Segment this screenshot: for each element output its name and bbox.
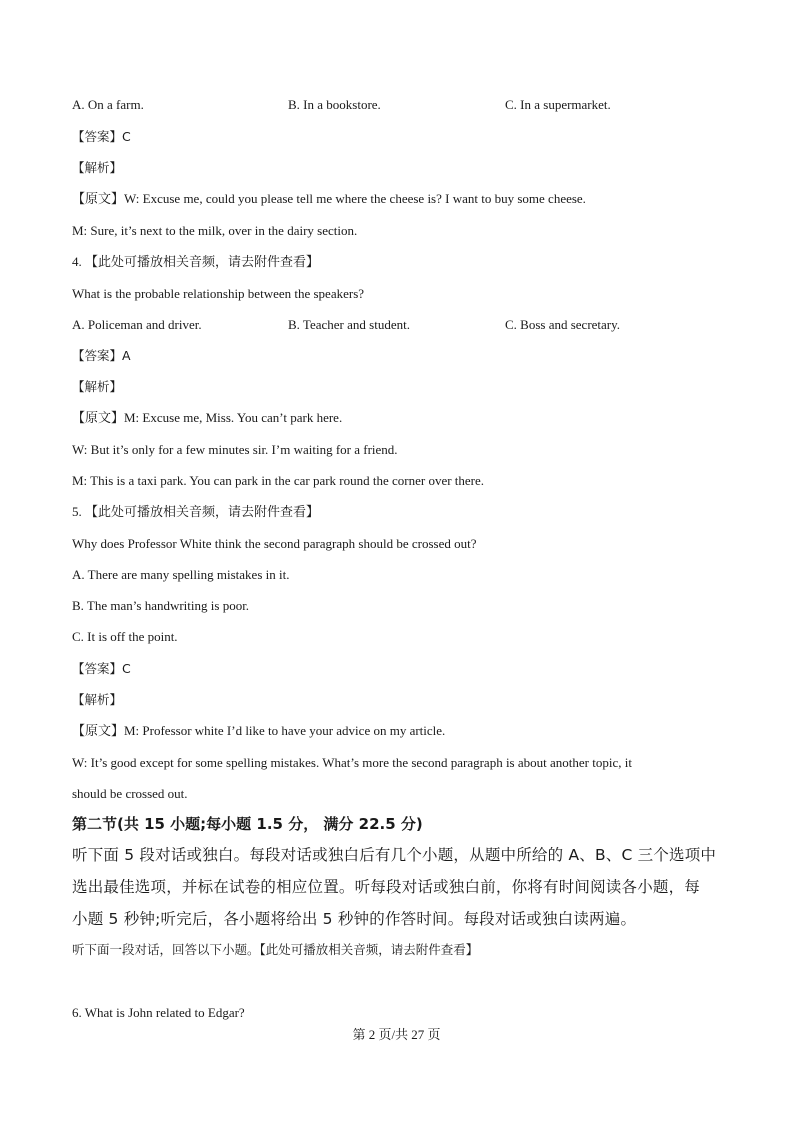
section-2-instruction-line-3: 小题 5 秒钟;听完后，各小题将给出 5 秒钟的作答时间。每段对话或独白读两遍。 [72, 910, 637, 928]
q4-transcript-line-1: 【原文】M: Excuse me, Miss. You can’t park here. [72, 410, 343, 425]
q5-option-b: B. The man’s handwriting is poor. [72, 598, 250, 613]
section-2-instruction-line-2: 选出最佳选项，并标在试卷的相应位置。听每段对话或独白前，你将有时间阅读各小题，每 [72, 878, 701, 896]
q5-header: 5. 【此处可播放相关音频，请去附件查看】 [72, 504, 320, 519]
page-footer: 第 2 页/共 27 页 [352, 1027, 441, 1042]
q5-analysis-label: 【解析】 [72, 692, 123, 707]
q4-option-b: B. Teacher and student. [288, 317, 410, 332]
section-2-title: 第二节(共 15 小题;每小题 1.5 分， 满分 22.5 分) [72, 815, 423, 833]
q5-question: Why does Professor White think the second paragraph should be crossed out? [72, 536, 477, 551]
q4-transcript-line-2: W: But it’s only for a few minutes sir. I’m waiting for a friend. [72, 442, 398, 457]
q6-question: 6. What is John related to Edgar? [72, 1005, 245, 1020]
q4-answer: 【答案】A [72, 348, 131, 363]
q4-header: 4. 【此处可播放相关音频，请去附件查看】 [72, 254, 320, 269]
q4-transcript-line-3: M: This is a taxi park. You can park in the car park round the corner over there. [72, 473, 485, 488]
q4-option-c: C. Boss and secretary. [505, 317, 621, 332]
q3-option-c: C. In a supermarket. [505, 97, 611, 112]
q5-transcript-line-3: should be crossed out. [72, 786, 188, 801]
q3-option-b: B. In a bookstore. [288, 97, 381, 112]
q3-transcript-line-2: M: Sure, it’s next to the milk, over in the dairy section. [72, 223, 358, 238]
q3-option-a: A. On a farm. [72, 97, 144, 112]
q3-transcript-line-1: 【原文】W: Excuse me, could you please tell me where the cheese is? I want to buy some cheese. [72, 191, 586, 206]
q5-transcript-line-1: 【原文】M: Professor white I’d like to have your advice on my article. [72, 723, 446, 738]
q5-option-a: A. There are many spelling mistakes in it. [72, 567, 290, 582]
q5-transcript-line-2: W: It’s good except for some spelling mistakes. What’s more the second paragraph is about another topic, it [72, 755, 632, 770]
q5-option-c: C. It is off the point. [72, 629, 178, 644]
q4-option-a: A. Policeman and driver. [72, 317, 202, 332]
q4-analysis-label: 【解析】 [72, 379, 123, 394]
q3-analysis-label: 【解析】 [72, 160, 123, 175]
q4-question: What is the probable relationship between the speakers? [72, 286, 365, 301]
q3-answer: 【答案】C [72, 129, 131, 144]
dialog-instruction: 听下面一段对话，回答以下小题。【此处可播放相关音频，请去附件查看】 [72, 942, 479, 957]
section-2-instruction-line-1: 听下面 5 段对话或独白。每段对话或独白后有几个小题，从题中所给的 A、B、C 三个选项中 [72, 846, 717, 864]
q5-answer: 【答案】C [72, 661, 131, 676]
